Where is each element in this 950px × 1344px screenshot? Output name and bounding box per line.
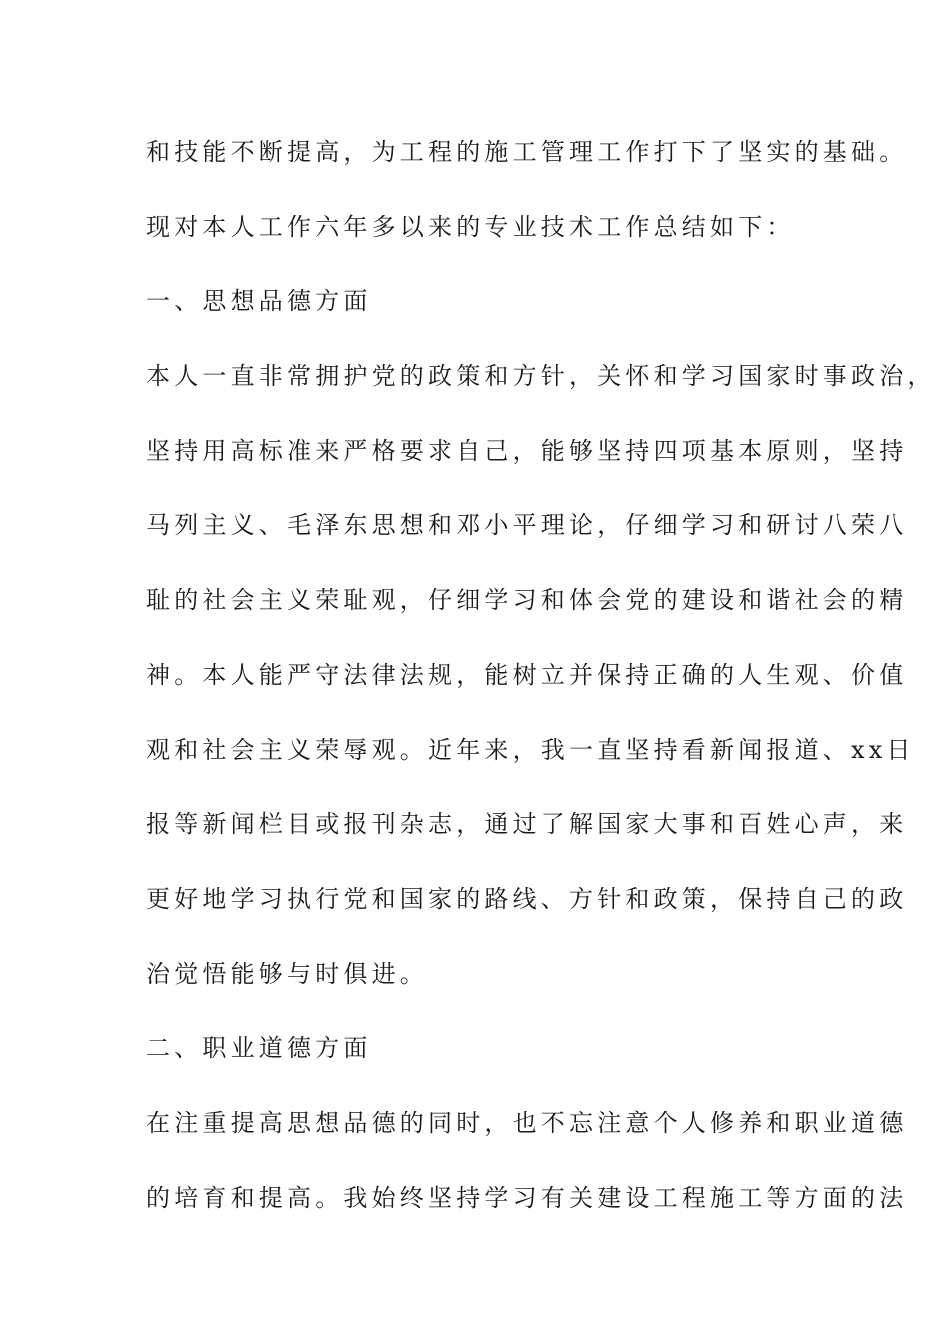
body-line: 神。本人能严守法律法规，能树立并保持正确的人生观、价值 (146, 660, 908, 689)
body-line: 在注重提高思想品德的同时，也不忘注意个人修养和职业道德 (146, 1108, 908, 1137)
document-body (146, 128, 936, 1248)
body-line: 报等新闻栏目或报刊杂志，通过了解国家大事和百姓心声，来 (146, 810, 908, 839)
body-line: 马列主义、毛泽东思想和邓小平理论，仔细学习和研讨八荣八 (146, 511, 908, 540)
body-line: 本人一直非常拥护党的政策和方针，关怀和学习国家时事政治， (146, 362, 936, 391)
body-line: 和技能不断提高，为工程的施工管理工作打下了坚实的基础。 (146, 138, 908, 166)
body-line: 治觉悟能够与时俱进。 (146, 959, 428, 988)
body-line: 的培育和提高。我始终坚持学习有关建设工程施工等方面的法 (146, 1183, 908, 1212)
body-line: 耻的社会主义荣耻观，仔细学习和体会党的建设和谐社会的精 (146, 586, 908, 615)
body-line: 现对本人工作六年多以来的专业技术工作总结如下： (146, 212, 795, 241)
body-line: 更好地学习执行党和国家的路线、方针和政策，保持自己的政 (146, 884, 908, 913)
section-heading-ideology: 一、思想品德方面 (146, 287, 372, 316)
body-line: 观和社会主义荣辱观。近年来，我一直坚持看新闻报道、xx日 (146, 735, 915, 764)
body-line: 坚持用高标准来严格要求自己，能够坚持四项基本原则，坚持 (146, 436, 908, 465)
section-heading-professional-ethics: 二、职业道德方面 (146, 1034, 372, 1063)
